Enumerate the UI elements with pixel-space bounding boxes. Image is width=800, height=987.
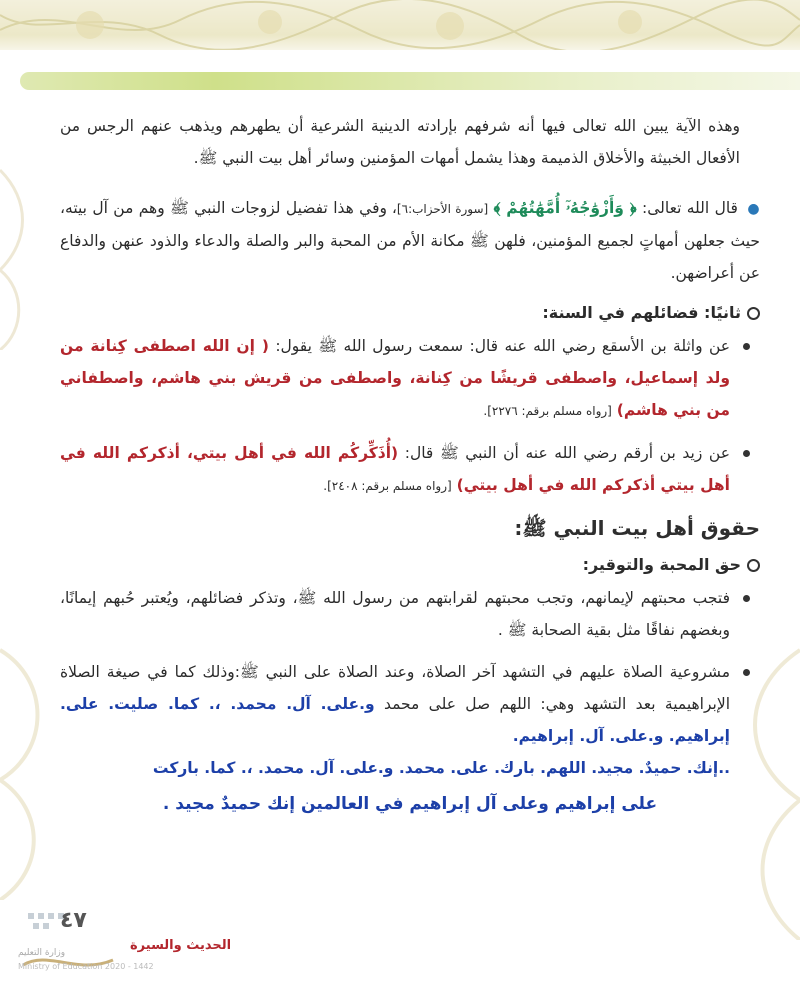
quran-explanation: ، وفي هذا تفضيل لزوجات النبي ﷺ وهم من آل بيته، حيث جعلهن أمهاتٍ لجميع المؤمنين، فلهن ﷺ مكانة الأم من المحبة والبر والصلة والدعاء والذود عنهن والدفاع عن أعراضهن. bbox=[60, 199, 760, 282]
hadith-lead: عن واثلة بن الأسقع رضي الله عنه قال: سمعت رسول الله ﷺ يقول: bbox=[275, 337, 730, 355]
page-number: ٤٧ bbox=[60, 908, 87, 933]
rights-section-title: حقوق أهل بيت النبي ﷺ: bbox=[514, 516, 760, 540]
list-item bbox=[60, 330, 730, 427]
left-floral-ornament-lower-icon bbox=[0, 640, 60, 900]
salah-blue-line-1: و.على. آل. محمد. ،. كما. صليت. على. إبراهيم. و.على. آل. إبراهيم. bbox=[60, 695, 730, 745]
love-respect-heading: حق المحبة والتوقير: bbox=[60, 555, 760, 574]
hadith-reference: [رواه مسلم برقم: ٢٤٠٨]. bbox=[323, 479, 452, 493]
header-green-band bbox=[20, 72, 800, 90]
list-item bbox=[60, 437, 730, 502]
quran-verse: ﴿ وَأَزْوَٰجُهُۥٓ أُمَّهَٰتُهُمْ ﴾ bbox=[493, 199, 637, 217]
rights-list bbox=[60, 582, 760, 784]
blue-bullet-icon: ● bbox=[747, 201, 760, 217]
hadith-lead: عن زيد بن أرقم رضي الله عنه أن النبي ﷺ قال: bbox=[404, 444, 730, 462]
quran-lead: قال الله تعالى: bbox=[642, 199, 738, 217]
top-ornament-band bbox=[0, 0, 800, 50]
circle-bullet-icon bbox=[747, 559, 760, 572]
intro-paragraph: وهذه الآية يبين الله تعالى فيها أنه شرفهم بإرادته الدينية الشرعية أن يطهرهم ويذهب عنهم الرجس من الأفعال الخبيثة والأخلاق الذميمة وهذا يشمل أمهات المؤمنين وسائر أهل بيت النبي ﷺ. bbox=[60, 117, 740, 167]
hadith-text: ( إن الله اصطفى كِنانة من ولد إسماعيل، واصطفى قريشًا من كِنانة، واصطفى من قريش بني هاشم، واصطفاني من بني هاشم) bbox=[60, 337, 730, 419]
list-item: فتجب محبتهم لإيمانهم، وتجب محبتهم لقرابتهم من رسول الله ﷺ، وتذكر فضائلهم، ويُعتبر حُبهم إيمانًا، وبغضهم نفاقًا مثل بقية الصحابة ﷺ . bbox=[60, 582, 730, 646]
page-content bbox=[60, 110, 760, 814]
decorative-pattern-icon bbox=[0, 0, 800, 50]
circle-bullet-icon bbox=[747, 307, 760, 320]
salah-text: مشروعية الصلاة عليهم في التشهد آخر الصلاة، وعند الصلاة على النبي ﷺ:وذلك كما في صيغة الصلاة الإبراهيمية بعد التشهد وهي: اللهم صل على محمد bbox=[60, 663, 730, 713]
left-floral-ornament-icon bbox=[0, 150, 40, 350]
quran-reference: [سورة الأحزاب:٦] bbox=[396, 202, 489, 216]
subject-name: الحديث والسيرة bbox=[130, 938, 232, 953]
hadith-reference: [رواه مسلم برقم: ٢٢٧٦]. bbox=[483, 404, 612, 418]
sunnah-list bbox=[60, 330, 760, 502]
sunnah-heading: ثانيًا: فضائلهم في السنة: bbox=[60, 303, 760, 322]
hadith-text: (أُذَكِّركُم الله في أهل بيتي، أذكركم الله في أهل بيتي أذكركم الله في أهل بيتي) bbox=[60, 444, 730, 494]
logo-text: وزارة التعليم bbox=[18, 948, 66, 958]
quran-paragraph bbox=[60, 192, 760, 289]
salah-blue-line-2: ..إنك. حميدٌ. مجيد. اللهم. بارك. على. محمد. و.على. آل. محمد. ،. كما. باركت bbox=[152, 759, 730, 777]
list-item bbox=[60, 656, 730, 784]
salah-blue-line-3: على إبراهيم وعلى آل إبراهيم في العالمين إنك حميدٌ مجيد . bbox=[162, 794, 658, 814]
logo-year: Ministry of Education 2020 - 1442 bbox=[18, 962, 154, 971]
